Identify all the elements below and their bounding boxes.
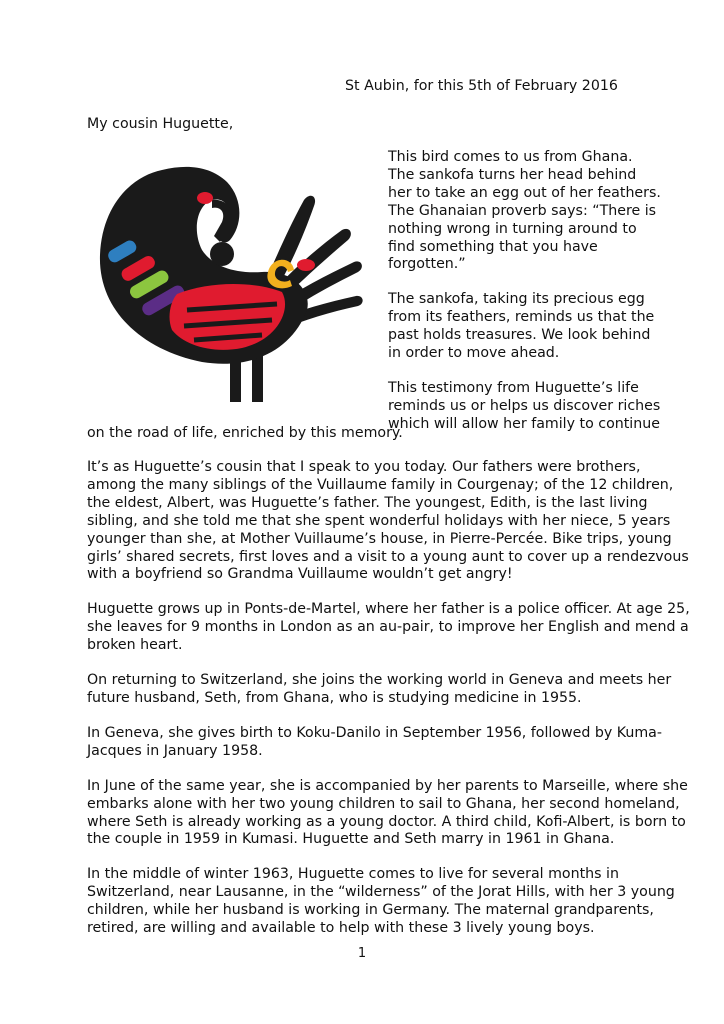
text-line: girls’ shared secrets, first loves and a visit to a young aunt to cover up a rendezvous	[87, 548, 689, 565]
body-paragraph-2	[87, 601, 690, 655]
text-line: On returning to Switzerland, she joins the working world in Geneva and meets her	[87, 672, 672, 689]
text-line: where Seth is already working as a young doctor. A third child, Kofi-Albert, is born to	[87, 813, 686, 830]
body-paragraph-4	[87, 724, 663, 761]
text-line: in order to move ahead.	[388, 345, 560, 362]
text-line: This bird comes to us from Ghana.	[388, 149, 633, 165]
intro-column	[388, 149, 661, 434]
text-line: from its feathers, reminds us that the	[388, 309, 655, 326]
sankofa-bird-illustration	[92, 160, 372, 406]
text-line: which will allow her family to continue	[388, 415, 660, 432]
text-line: The Ghanaian proverb says: “There is	[388, 202, 657, 219]
intro-continuation: on the road of life, enriched by this memory.	[87, 425, 403, 441]
text-line: In the middle of winter 1963, Huguette comes to live for several months in	[87, 866, 619, 883]
text-line: forgotten.”	[388, 256, 466, 273]
text-line: This testimony from Huguette’s life	[388, 379, 639, 396]
body-paragraph-3	[87, 672, 672, 708]
text-line: past holds treasures. We look behind	[388, 327, 651, 344]
text-line: with a boyfriend so Grandma Vuillaume wouldn’t get angry!	[87, 566, 513, 583]
salutation: My cousin Huguette,	[87, 116, 234, 132]
text-line: embarks alone with her two young children to sail to Ghana, her second homeland,	[87, 795, 680, 812]
text-line: find something that you have	[388, 238, 598, 255]
text-line: sibling, and she told me that she spent wonderful holidays with her niece, 5 years	[87, 512, 671, 529]
text-line: the couple in 1959 in Kumasi. Huguette and Seth marry in 1961 in Ghana.	[87, 831, 615, 848]
intro-paragraph-3	[388, 379, 661, 434]
text-line: In Geneva, she gives birth to Koku-Danilo in September 1956, followed by Kuma-	[87, 724, 663, 741]
text-line: future husband, Seth, from Ghana, who is studying medicine in 1955.	[87, 689, 582, 706]
page-number: 1	[357, 946, 367, 961]
text-line: children, while her husband is working in Germany. The maternal grandparents,	[87, 902, 654, 919]
body-paragraph-1	[87, 459, 689, 584]
text-line: The sankofa turns her head behind	[388, 166, 637, 183]
text-line: Huguette grows up in Ponts-de-Martel, where her father is a police officer. At age 25,	[87, 601, 690, 618]
text-line: she leaves for 9 months in London as an au-pair, to improve her English and mend a	[87, 619, 689, 636]
text-line: It’s as Huguette’s cousin that I speak to you today. Our fathers were brothers,	[87, 459, 641, 475]
text-line: Switzerland, near Lausanne, in the “wilderness” of the Jorat Hills, with her 3 young	[87, 884, 675, 901]
text-line: The sankofa, taking its precious egg	[388, 291, 645, 308]
text-line: nothing wrong in turning around to	[388, 220, 637, 237]
intro-paragraph-2	[388, 291, 655, 363]
body-paragraph-5	[87, 777, 688, 850]
text-line: reminds us or helps us discover riches	[388, 397, 661, 414]
text-line: her to take an egg out of her feathers.	[388, 184, 661, 201]
letter-body	[87, 459, 690, 955]
text-line: retired, are willing and available to help with these 3 lively young boys.	[87, 920, 595, 937]
text-line: Jacques in January 1958.	[87, 742, 263, 759]
text-line: among the many siblings of the Vuillaume family in Courgenay; of the 12 children,	[87, 476, 674, 493]
intro-paragraph-1	[388, 149, 661, 274]
text-line: younger than she, at Mother Vuillaume’s house, in Pierre-Percée. Bike trips, young	[87, 530, 672, 547]
text-line: In June of the same year, she is accompanied by her parents to Marseille, where she	[87, 777, 688, 794]
dateline: St Aubin, for this 5th of February 2016	[345, 78, 618, 94]
text-line: broken heart.	[87, 637, 183, 654]
text-line: the eldest, Albert, was Huguette’s father. The youngest, Edith, is the last living	[87, 494, 648, 511]
body-paragraph-6	[87, 866, 675, 938]
